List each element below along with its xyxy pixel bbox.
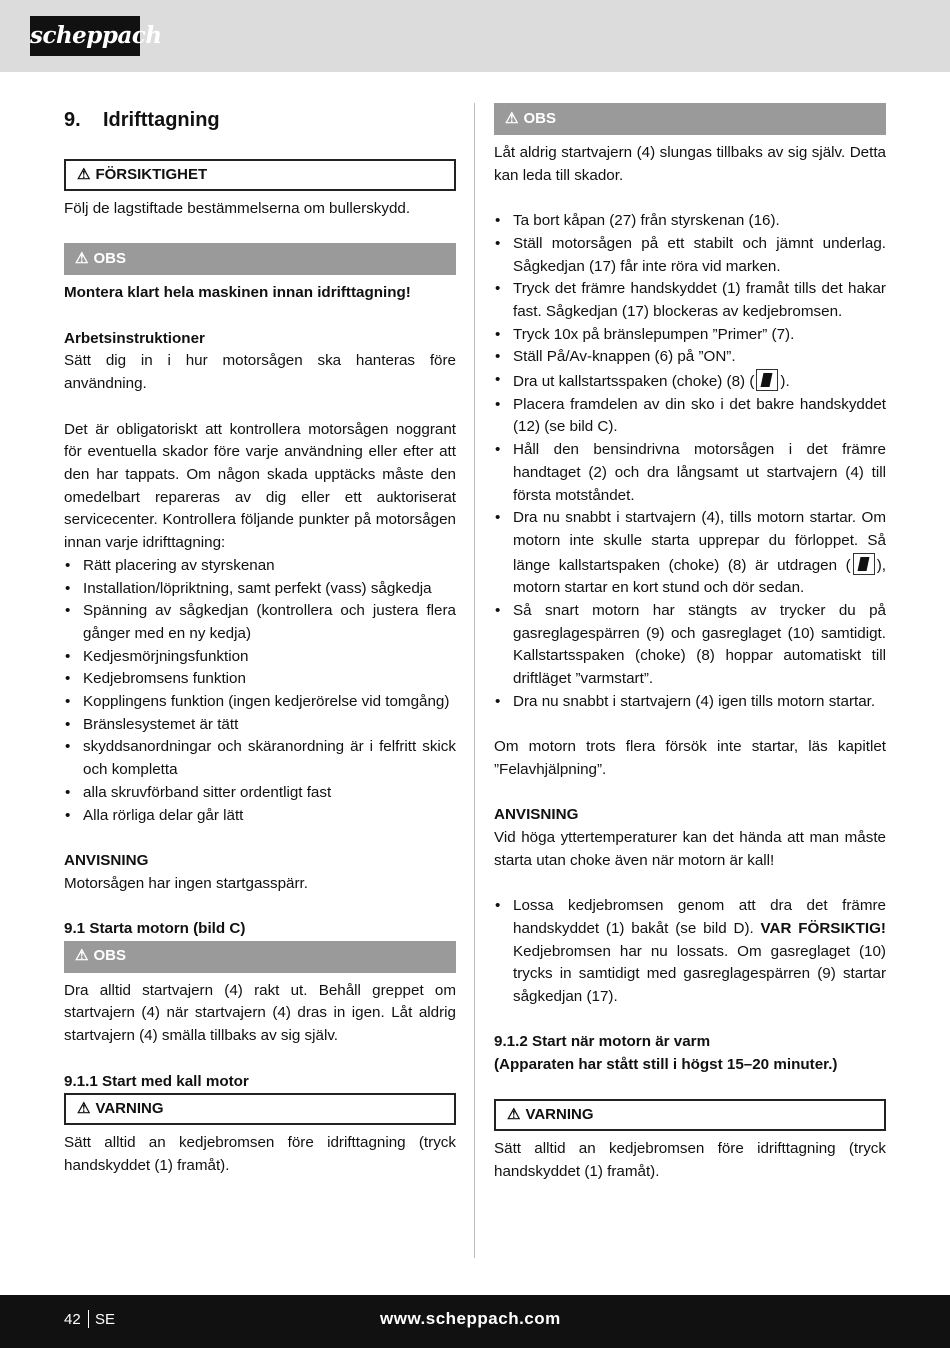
list-item: • Bränslesystemet är tätt [64, 714, 456, 737]
start-steps [494, 210, 886, 713]
warning-box [494, 1099, 886, 1131]
emphasis: VAR FÖRSIKTIG! [760, 919, 886, 937]
caution-label: FÖRSIKTIGHET [95, 165, 208, 183]
list-item: • Kedjebromsens funktion [64, 668, 456, 691]
warning-label: VARNING [95, 1099, 164, 1117]
choke-icon [756, 369, 778, 391]
note-heading: ANVISNING [494, 806, 579, 824]
obs-box [64, 243, 456, 275]
page-number: 42 [64, 1311, 81, 1328]
step-text: Kedjebromsen har nu lossats. Om gasreglaget (10) trycks in samtidigt med gasreglagespärren (9) startar sågkedjan (17). [513, 942, 886, 1005]
list-item: • Placera framdelen av din sko i det bakre handskyddet (12) (se bild C). [494, 394, 886, 439]
list-item: • skyddsanordningar och skäranordning är i felfritt skick och kompletta [64, 736, 456, 781]
list-item: • Installation/löpriktning, samt perfekt (vass) sågkedja [64, 578, 456, 601]
list-item: • Spänning av sågkedjan (kontrollera och justera flera gånger med en ny kedja) [64, 600, 456, 645]
step-text: Lossa kedjebromsen genom att dra det främre handskyddet (1) bakåt (se bild D). [513, 897, 886, 937]
obs-label: OBS [523, 109, 556, 127]
obs-text: Låt aldrig startvajern (4) slungas tillbaks av sig själv. Detta kan leda till skador. [494, 144, 886, 184]
warning-text: Sätt alltid an kedjebromsen före idrifttagning (tryck handskyddet (1) framåt). [64, 1134, 456, 1174]
step-text: Dra ut kallstartsspaken (choke) (8) ( [513, 373, 755, 391]
page-header [0, 0, 950, 72]
warning-triangle-icon: ⚠ [75, 947, 89, 965]
fail-text: Om motorn trots flera försök inte startar, läs kapitlet ”Felavhjälpning”. [494, 738, 886, 778]
work-text: Sätt dig in i hur motorsågen ska hanteras före användning. [64, 352, 456, 393]
list-item: • Ställ På/Av-knappen (6) på ”ON”. [494, 346, 886, 369]
section-9-1-2-subheading: (Apparaten har stått still i högst 15–20 minuter.) [494, 1056, 838, 1074]
warning-triangle-icon: ⚠ [507, 1106, 521, 1124]
website-link[interactable]: www.scheppach.com [380, 1309, 561, 1328]
note-text: Vid höga yttertemperaturer kan det hända att man måste starta utan choke även när motorn är kall! [494, 829, 886, 869]
scheppach-logo: scheppach [30, 16, 140, 56]
section-9-1-1-heading: 9.1.1 Start med kall motor [64, 1072, 249, 1090]
column-divider [474, 103, 475, 1258]
list-item: • Kedjesmörjningsfunktion [64, 646, 456, 669]
chapter-number: 9. [64, 109, 81, 131]
warning-triangle-icon: ⚠ [77, 1099, 91, 1117]
choke-icon [853, 553, 875, 575]
list-item: • Tryck det främre handskyddet (1) framåt tills det hakar fast. Sågkedjan (17) blockeras av kedjebromsen. [494, 278, 886, 323]
caution-box [64, 159, 456, 191]
warning-label: VARNING [525, 1106, 594, 1124]
list-item: • Rätt placering av styrskenan [64, 555, 456, 578]
obs-text: Montera klart hela maskinen innan idrifttagning! [64, 284, 411, 302]
list-item: • Tryck 10x på bränslepumpen ”Primer” (7). [494, 324, 886, 347]
checklist [64, 555, 456, 827]
work-heading: Arbetsinstruktioner [64, 329, 205, 347]
obs-label: OBS [93, 947, 126, 965]
step-text: ), motorn startar en kort stund och dör sedan. [513, 556, 886, 597]
list-item [494, 507, 886, 600]
warning-triangle-icon: ⚠ [77, 165, 91, 183]
warning-box [64, 1093, 456, 1125]
list-item [494, 369, 886, 394]
warning-text: Sätt alltid an kedjebromsen före idrifttagning (tryck handskyddet (1) framåt). [494, 1140, 886, 1181]
section-9-1-heading: 9.1 Starta motorn (bild C) [64, 920, 246, 938]
obs-box [64, 941, 456, 973]
check-text: Det är obligatoriskt att kontrollera motorsågen noggrant för eventuella skador före varje användning eller efter att den har tappats. Om någon skada upptäcks måste den omedelbart repareras av dig eller ett auktoriserat servicecenter. Kontrollera följande punkter på motorsågen innan varje idrifttagning: [64, 420, 456, 552]
step-text: Dra nu snabbt i startvajern (4), tills motorn startar. Om motorn inte skulle starta upprepar du förloppet. Så länge kallstartspaken (choke) (8) är utdragen ( [513, 509, 886, 574]
language-code: SE [95, 1311, 116, 1328]
left-column [64, 103, 456, 1178]
list-item: • Ställ motorsågen på ett stabilt och jämnt underlag. Sågkedjan (17) får inte röra vid marken. [494, 233, 886, 278]
brake-steps [494, 895, 886, 1009]
step-text: ). [780, 373, 790, 391]
obs-label: OBS [93, 250, 126, 268]
list-item: • alla skruvförband sitter ordentligt fast [64, 782, 456, 805]
list-item: • Dra nu snabbt i startvajern (4) igen tills motorn startar. [494, 691, 886, 714]
chapter-title: Idrifttagning [103, 109, 220, 131]
obs-box [494, 103, 886, 135]
page-footer [0, 1295, 950, 1348]
footer-divider [88, 1310, 89, 1328]
warning-triangle-icon: ⚠ [505, 109, 519, 127]
chapter-heading [64, 107, 456, 133]
section-9-1-2-heading: 9.1.2 Start när motorn är varm [494, 1033, 711, 1051]
list-item: • Kopplingens funktion (ingen kedjerörelse vid tomgång) [64, 691, 456, 714]
obs-text: Dra alltid startvajern (4) rakt ut. Behåll greppet om startvajern (4) när startvajern (4) dras in igen. Låt aldrig startvajern (4) smälla tillbaks av sig själv. [64, 981, 456, 1045]
list-item: • Ta bort kåpan (27) från styrskenan (16). [494, 210, 886, 233]
note-text: Motorsågen har ingen startgasspärr. [64, 874, 308, 892]
list-item: • Håll den bensindrivna motorsågen i det främre handtaget (2) och dra långsamt ut startvajern (4) till första motståndet. [494, 439, 886, 507]
list-item: • Alla rörliga delar går lätt [64, 805, 456, 828]
warning-triangle-icon: ⚠ [75, 250, 89, 268]
note-heading: ANVISNING [64, 851, 149, 869]
right-column [494, 103, 886, 1184]
list-item: • Så snart motorn har stängts av trycker du på gasreglagespärren (9) och gasreglaget (10) samtidigt. Kallstartsspaken (choke) (8) hoppar automatiskt till driftläget ”varmstart”. [494, 600, 886, 691]
caution-text: Följ de lagstiftade bestämmelserna om bullerskydd. [64, 200, 411, 217]
list-item [494, 895, 886, 1009]
